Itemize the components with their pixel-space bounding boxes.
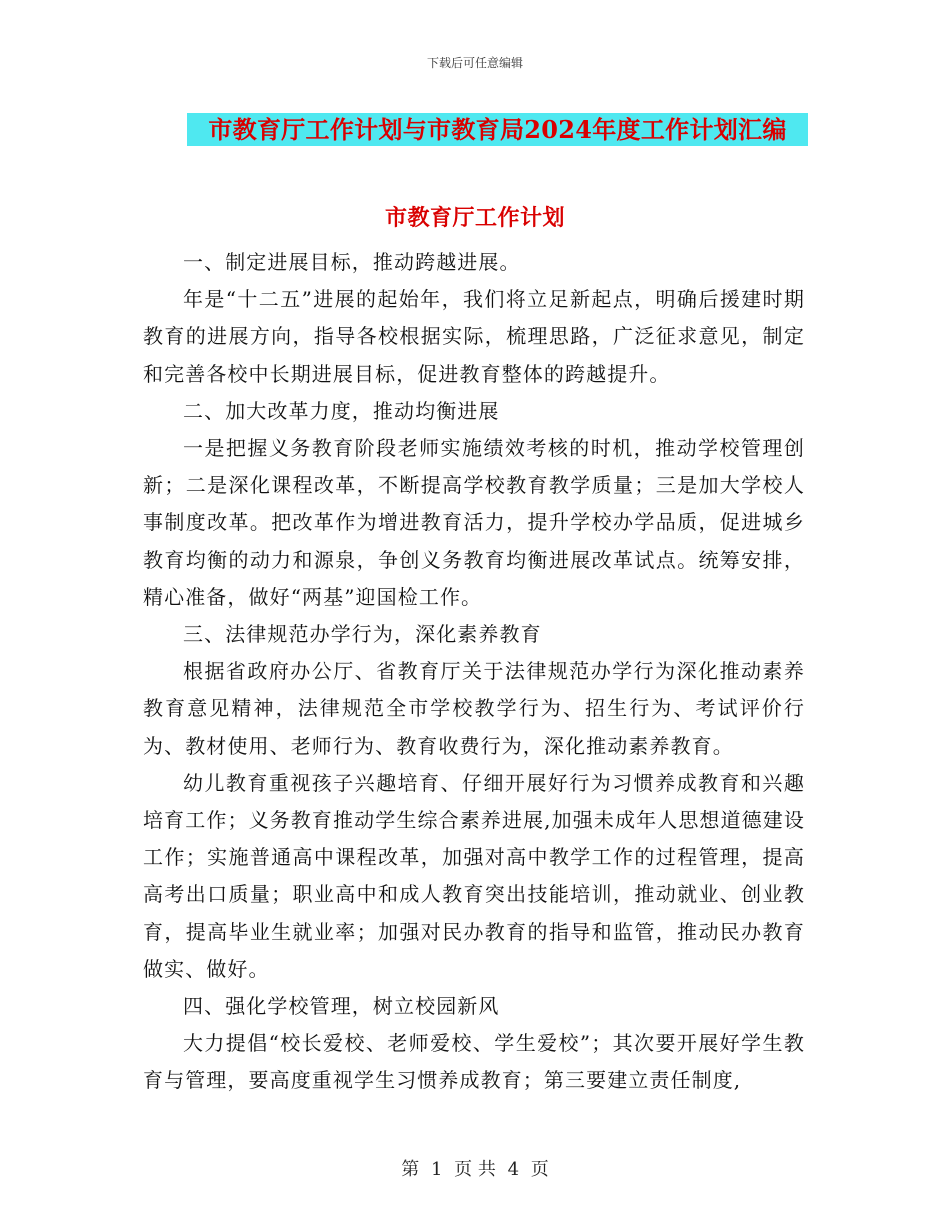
header-note: 下载后可任意编辑 — [426, 56, 523, 70]
footer-suffix: 页 — [530, 1159, 549, 1180]
heading-3: 三、法律规范办学行为，深化素养教育 — [183, 622, 542, 647]
paragraph: 大力提倡“校长爱校、老师爱校、学生爱校”；其次要开展好学生教育与管理，要高度重视学生习惯养成教育；第三要建立责任制度, — [143, 1031, 805, 1093]
page-number: 1 — [430, 1159, 443, 1180]
heading-1: 一、制定进展目标，推动跨越进展。 — [183, 250, 521, 274]
paragraph: 幼儿教育重视孩子兴趣培育、仔细开展好行为习惯养成教育和兴趣培育工作；义务教育推动学生综合素养进展,加强未成年人思想道德建设工作；实施普通高中课程改革，加强对高中教学工作的过程管理，提高高考出口质量；职业高中和成人教育突出技能培训，推动就业、创业教育，提高毕业生就业率；加强对民办教育的指导和监管，推动民办教育做实、做好。 — [143, 770, 805, 981]
heading-4: 四、强化学校管理，树立校园新风 — [183, 994, 500, 1019]
page-footer — [0, 1155, 950, 1181]
footer-mid: 页 共 — [454, 1159, 496, 1180]
heading-2: 二、加大改革力度，推动均衡进展 — [183, 398, 500, 423]
document-title-highlight — [187, 113, 808, 146]
paragraph: 根据省政府办公厅、省教育厅关于法律规范办学行为深化推动素养教育意见精神，法律规范全市学校教学行为、招生行为、考试评价行为、教材使用、老师行为、教育收费行为，深化推动素养教育。 — [143, 659, 805, 758]
section-title: 市教育厅工作计划 — [384, 205, 565, 231]
paragraph: 一是把握义务教育阶段老师实施绩效考核的时机，推动学校管理创新；二是深化课程改革，不断提高学校教育教学质量；三是加大学校人事制度改革。把改革作为增进教育活力，提升学校办学品质，促进城乡教育均衡的动力和源泉，争创义务教育均衡进展改革试点。统筹安排，精心准备，做好“两基”迎国检工作。 — [143, 436, 805, 609]
total-pages: 4 — [507, 1159, 520, 1180]
document-body — [143, 244, 805, 1100]
document-title: 市教育厅工作计划与市教育局2024年度工作计划汇编 — [208, 115, 787, 144]
footer-prefix: 第 — [401, 1159, 420, 1180]
paragraph: 年是“十二五”进展的起始年，我们将立足新起点，明确后援建时期教育的进展方向，指导各校根据实际，梳理思路，广泛征求意见，制定和完善各校中长期进展目标，促进教育整体的跨越提升。 — [143, 287, 805, 386]
